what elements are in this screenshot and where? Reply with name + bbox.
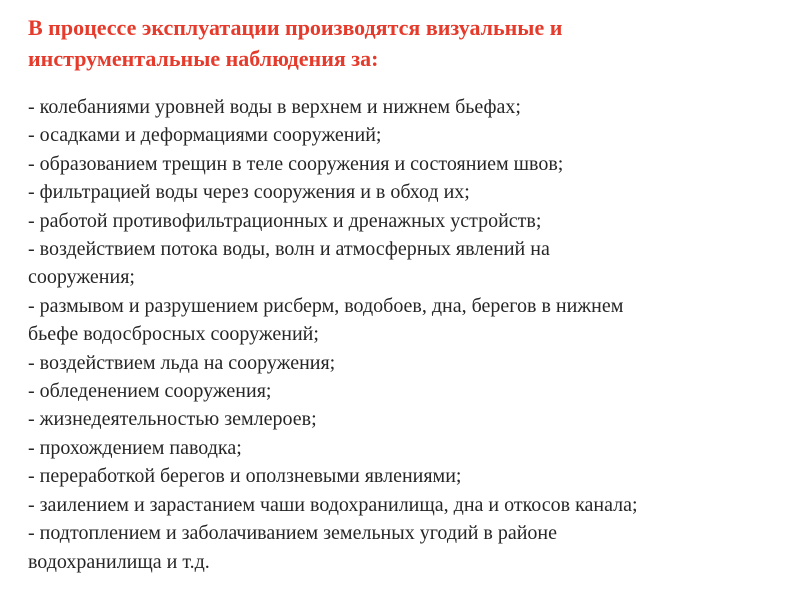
slide-title [28, 12, 768, 74]
list-line: - фильтрацией воды через сооружения и в обход их; [28, 181, 470, 204]
list-line: - колебаниями уровней воды в верхнем и нижнем бьефах; [28, 96, 521, 118]
list-line: - воздействием льда на сооружения; [28, 351, 336, 374]
list-line: - переработкой берегов и оползневыми явлениями; [28, 465, 462, 488]
list-line: - жизнедеятельностью землероев; [28, 408, 317, 431]
list-line: бьефе водосбросных сооружений; [28, 323, 319, 346]
list-line: - прохождением паводка; [28, 436, 242, 459]
list-line: - воздействием потока воды, волн и атмосферных явлений на [28, 238, 550, 261]
list-line: сооружения; [28, 266, 135, 289]
list-line: - образованием трещин в теле сооружения и состоянием швов; [28, 152, 564, 175]
list-line: - размывом и разрушением рисберм, водобоев, дна, берегов в нижнем [28, 294, 624, 317]
list-line: - заилением и зарастанием чаши водохранилища, дна и откосов канала; [28, 493, 638, 516]
observation-list [28, 93, 788, 576]
list-line: водохранилища и т.д. [28, 550, 210, 573]
list-line: - обледенением сооружения; [28, 380, 272, 403]
slide-title-line-1: В процессе эксплуатации производятся визуальные и [28, 15, 563, 40]
slide-title-line-2: инструментальные наблюдения за: [28, 46, 379, 71]
list-line: - осадками и деформациями сооружений; [28, 124, 382, 147]
list-line: - подтоплением и заболачиванием земельных угодий в районе [28, 522, 558, 545]
list-line: - работой противофильтрационных и дренажных устройств; [28, 209, 542, 232]
